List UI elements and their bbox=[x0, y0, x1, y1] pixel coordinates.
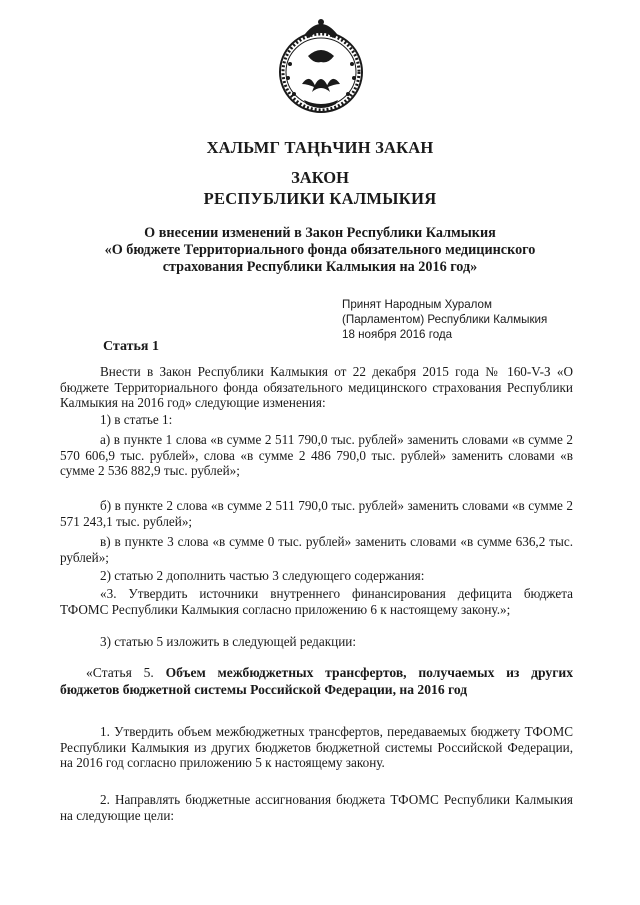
paragraph: 2) статью 2 дополнить частью 3 следующего содержания: bbox=[100, 568, 425, 583]
paragraph: 1) в статье 1: bbox=[100, 412, 173, 427]
article-5-prefix: «Статья 5. bbox=[86, 665, 154, 680]
republic-heading: РЕСПУБЛИКИ КАЛМЫКИЯ bbox=[203, 189, 437, 208]
paragraph: Внести в Закон Республики Калмыкия от 22 декабря 2015 года № 160-V-З «О бюджете Территориального фонда обязательного медицинского страхования Республики Калмыкия на 2016 год» следующие изменения: bbox=[60, 364, 573, 411]
article-5-heading bbox=[60, 664, 573, 698]
paragraph: б) в пункте 2 слова «в сумме 2 511 790,0 тыс. рублей» заменить словами «в сумме 2 571 243,1 тыс. рублей»; bbox=[60, 498, 573, 529]
paragraph: а) в пункте 1 слова «в сумме 2 511 790,0 тыс. рублей» заменить словами «в сумме 2 570 606,9 тыс. рублей», слова «в сумме 2 486 790,0 тыс. рублей» заменить словами «в сумме 2 536 882,9 тыс. рублей»; bbox=[60, 432, 573, 479]
article-1-heading: Статья 1 bbox=[103, 339, 159, 354]
law-title-line: «О бюджете Территориального фонда обязательного медицинского bbox=[104, 242, 536, 258]
law-heading: ЗАКОН bbox=[291, 168, 349, 187]
article-5-title: Объем межбюджетных трансфертов, получаемых из других бюджетов бюджетной системы Российской Федерации, на 2016 год bbox=[60, 665, 573, 697]
adoption-note bbox=[342, 297, 592, 342]
law-title-line: страхования Республики Калмыкия на 2016 год» bbox=[162, 259, 478, 275]
paragraph: 2. Направлять бюджетные ассигнования бюджета ТФОМС Республики Калмыкия на следующие цели: bbox=[60, 792, 573, 823]
adoption-line: 18 ноября 2016 года bbox=[342, 328, 453, 341]
law-title-line: О внесении изменений в Закон Республики Калмыкия bbox=[144, 225, 496, 241]
paragraph: «3. Утвердить источники внутреннего финансирования дефицита бюджета ТФОМС Республики Калмыкия согласно приложению 6 к настоящему закону.»; bbox=[60, 586, 573, 617]
paragraph: 3) статью 5 изложить в следующей редакции: bbox=[100, 634, 356, 649]
adoption-line: Принят Народным Хуралом bbox=[342, 298, 492, 311]
coat-of-arms-icon bbox=[270, 14, 372, 118]
paragraph: в) в пункте 3 слова «в сумме 0 тыс. рублей» заменить словами «в сумме 636,2 тыс. рублей»; bbox=[60, 534, 573, 565]
paragraph: 1. Утвердить объем межбюджетных трансфертов, передаваемых бюджету ТФОМС Республики Калмыкия из других бюджетов бюджетной системы Российской Федерации, на 2016 год согласно приложению 5 к настоящему закону. bbox=[60, 724, 573, 771]
adoption-line: (Парламентом) Республики Калмыкия bbox=[342, 313, 548, 326]
kalmyk-law-title: ХАЛЬМГ ТАҢҺЧИН ЗАКАН bbox=[206, 138, 434, 157]
law-title bbox=[70, 225, 570, 276]
